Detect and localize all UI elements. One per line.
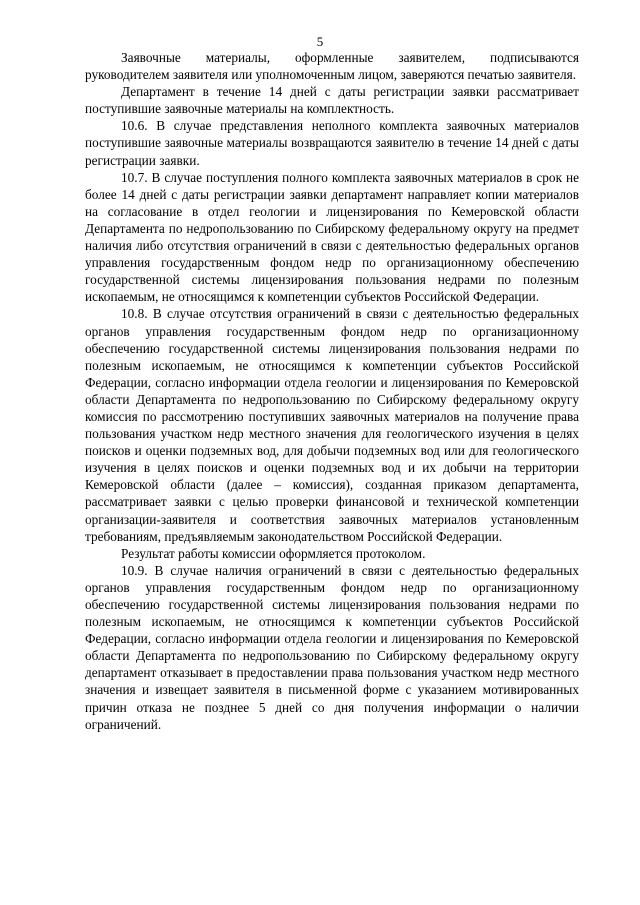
page-number: 5 <box>316 34 324 49</box>
paragraph-10-7: 10.7. В случае поступления полного комплекта заявочных материалов в срок не более 14 дней с даты регистрации заявки департамент направляет копии материалов на согласование в отдел геологии и лицензирования по Кемеровской области Департамента по недропользованию по Сибирскому федеральному округу на предмет наличия либо отсутствия ограничений в связи с деятельностью федеральных органов управления государственным фондом недр по организационному обеспечению государственной системы лицензирования пользования недрами по полезным ископаемым, не относящимся к компетенции субъектов Российской Федерации. <box>85 169 579 305</box>
paragraph-10-8: 10.8. В случае отсутствия ограничений в связи с деятельностью федеральных органов управления государственным фондом недр по организационному обеспечению государственной системы лицензирования пользования недрами по полезным ископаемым, не относящимся к компетенции субъектов Российской Федерации, согласно информации отдела геологии и лицензирования по Кемеровской области Департамента по недропользованию по Сибирскому федеральному округу комиссия по рассмотрению поступивших заявочных материалов на получение права пользования участком недр местного значения для геологического изучения в целях поисков и оценки подземных вод, для добычи подземных вод или для геологического изучения в целях поисков и оценки подземных вод и их добычи на территории Кемеровской области (далее – комиссия), созданная приказом департамента, рассматривает заявки с целью проверки финансовой и технической компетенции организации-заявителя и соответствия заявочных материалов установленным требованиям, предъявляемым законодательством Российской Федерации. <box>85 306 579 544</box>
document-body <box>85 49 579 733</box>
paragraph-department-review: Департамент в течение 14 дней с даты регистрации заявки рассматривает поступившие заявочные материалы на комплектность. <box>85 84 579 117</box>
paragraph-application-materials: Заявочные материалы, оформленные заявителем, подписываются руководителем заявителя или уполномоченным лицом, заверяются печатью заявителя. <box>85 50 579 83</box>
paragraph-commission-result: Результат работы комиссии оформляется протоколом. <box>121 545 426 561</box>
paragraph-10-6: 10.6. В случае представления неполного комплекта заявочных материалов поступившие заявочные материалы возвращаются заявителю в течение 14 дней с даты регистрации заявки. <box>85 118 579 168</box>
paragraph-10-9: 10.9. В случае наличия ограничений в связи с деятельностью федеральных органов управления государственным фондом недр по организационному обеспечению государственной системы лицензирования пользования недрами по полезным ископаемым, не относящимся к компетенции субъектов Российской Федерации, согласно информации отдела геологии и лицензирования по Кемеровской области Департамента по недропользованию по Сибирскому федеральному округу департамент отказывает в предоставлении права пользования участком недр местного значения и извещает заявителя в письменной форме с указанием мотивированных причин отказа не позднее 5 дней со дня получения информации о наличии ограничений. <box>85 562 579 732</box>
